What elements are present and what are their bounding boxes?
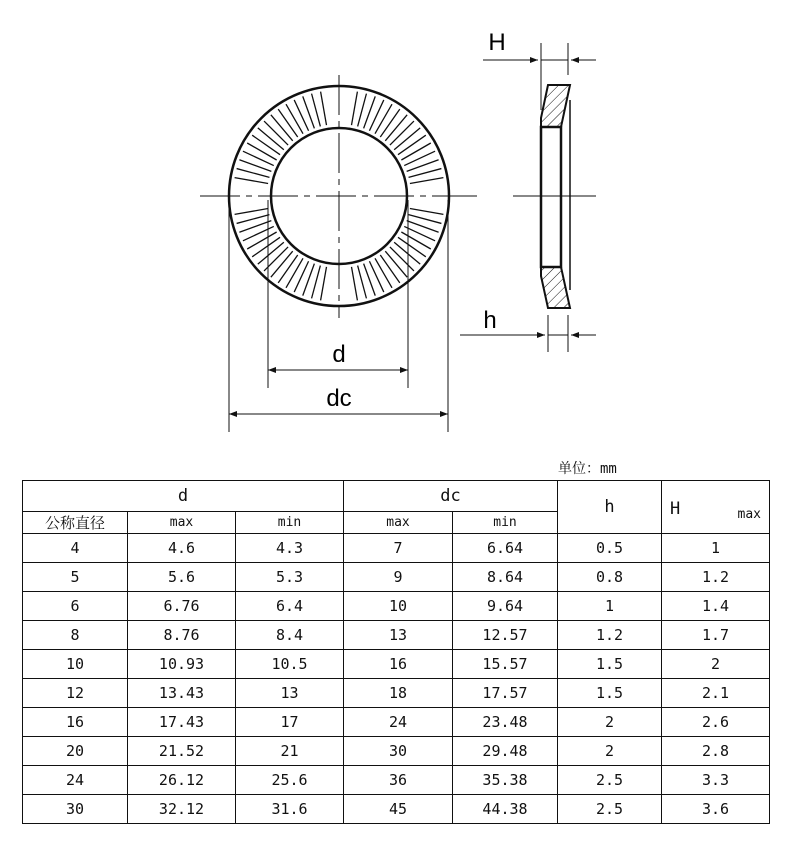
serration-line bbox=[380, 109, 400, 137]
serration-line bbox=[407, 221, 439, 233]
table-cell: 10 bbox=[344, 592, 453, 621]
table-row bbox=[23, 650, 770, 679]
table-cell: 2.5 bbox=[558, 795, 662, 824]
table-cell: 4 bbox=[23, 534, 128, 563]
table-cell: 25.6 bbox=[236, 766, 344, 795]
table-cell: 1.2 bbox=[558, 621, 662, 650]
serration-line bbox=[258, 242, 284, 264]
sub-header-nominal: 公称直径 bbox=[23, 512, 128, 534]
table-cell: 1 bbox=[662, 534, 770, 563]
serration-line bbox=[286, 258, 303, 287]
header-H: H bbox=[670, 499, 681, 519]
table-cell: 9.64 bbox=[453, 592, 558, 621]
table-cell: 4.3 bbox=[236, 534, 344, 563]
sub-header-d-max: max bbox=[128, 512, 236, 534]
table-cell: 1.5 bbox=[558, 679, 662, 708]
table-cell: 17.43 bbox=[128, 708, 236, 737]
serration-line bbox=[394, 128, 420, 150]
table-cell: 1.4 bbox=[662, 592, 770, 621]
serration-line bbox=[410, 209, 443, 215]
side-view bbox=[460, 43, 596, 352]
h-label: h bbox=[483, 307, 497, 334]
table-cell: 10 bbox=[23, 650, 128, 679]
header-dc: dc bbox=[344, 481, 558, 512]
serration-line bbox=[375, 104, 392, 133]
table-cell: 0.8 bbox=[558, 563, 662, 592]
dimension-table bbox=[22, 480, 770, 824]
serration-line bbox=[235, 209, 268, 215]
serration-line bbox=[278, 109, 298, 137]
table-cell: 1.2 bbox=[662, 563, 770, 592]
serration-line bbox=[375, 258, 392, 287]
hatched-section-top bbox=[541, 85, 570, 127]
table-cell: 12.57 bbox=[453, 621, 558, 650]
serration-line bbox=[407, 160, 439, 172]
table-cell: 6.64 bbox=[453, 534, 558, 563]
table-cell: 6.4 bbox=[236, 592, 344, 621]
table-cell: 7 bbox=[344, 534, 453, 563]
serration-line bbox=[239, 221, 271, 233]
table-cell: 2.1 bbox=[662, 679, 770, 708]
serration-line bbox=[303, 96, 315, 128]
table-cell: 10.5 bbox=[236, 650, 344, 679]
table-cell: 4.6 bbox=[128, 534, 236, 563]
table-cell: 18 bbox=[344, 679, 453, 708]
table-row bbox=[23, 708, 770, 737]
serration-line bbox=[247, 143, 276, 160]
table-cell: 5 bbox=[23, 563, 128, 592]
table-cell: 10.93 bbox=[128, 650, 236, 679]
d-label: d bbox=[332, 341, 346, 368]
table-group-header-row bbox=[23, 481, 770, 512]
table-cell: 13 bbox=[236, 679, 344, 708]
serration-line bbox=[243, 151, 274, 165]
header-H-sub: max bbox=[737, 507, 762, 522]
serration-line bbox=[237, 169, 270, 178]
table-cell: 30 bbox=[23, 795, 128, 824]
serration-line bbox=[271, 115, 293, 141]
table-row bbox=[23, 679, 770, 708]
serration-line bbox=[294, 100, 308, 131]
table-cell: 17 bbox=[236, 708, 344, 737]
table-cell: 30 bbox=[344, 737, 453, 766]
table-cell: 45 bbox=[344, 795, 453, 824]
serration-line bbox=[294, 261, 308, 292]
table-cell: 44.38 bbox=[453, 795, 558, 824]
table-cell: 8 bbox=[23, 621, 128, 650]
sub-header-dc-min: min bbox=[453, 512, 558, 534]
table-cell: 23.48 bbox=[453, 708, 558, 737]
serration-line bbox=[352, 92, 358, 125]
table-cell: 21.52 bbox=[128, 737, 236, 766]
serration-line bbox=[364, 96, 376, 128]
serration-line bbox=[385, 115, 407, 141]
table-cell: 20 bbox=[23, 737, 128, 766]
table-row bbox=[23, 737, 770, 766]
serration-line bbox=[258, 128, 284, 150]
serration-line bbox=[271, 251, 293, 277]
table-cell: 32.12 bbox=[128, 795, 236, 824]
table-cell: 31.6 bbox=[236, 795, 344, 824]
H-label: H bbox=[488, 29, 506, 56]
table-cell: 17.57 bbox=[453, 679, 558, 708]
serration-line bbox=[394, 242, 420, 264]
table-cell: 1.7 bbox=[662, 621, 770, 650]
serration-line bbox=[401, 232, 430, 249]
table-cell: 13 bbox=[344, 621, 453, 650]
table-cell: 5.6 bbox=[128, 563, 236, 592]
header-H-max bbox=[662, 481, 770, 534]
table-cell: 15.57 bbox=[453, 650, 558, 679]
front-view bbox=[200, 75, 478, 432]
serration-line bbox=[237, 215, 270, 224]
serration-line bbox=[410, 178, 443, 184]
serration-line bbox=[252, 237, 280, 257]
table-row bbox=[23, 766, 770, 795]
table-row bbox=[23, 563, 770, 592]
table-cell: 2 bbox=[662, 650, 770, 679]
table-row bbox=[23, 534, 770, 563]
serration-line bbox=[239, 160, 271, 172]
sub-header-d-min: min bbox=[236, 512, 344, 534]
serration-line bbox=[404, 226, 435, 240]
serration-line bbox=[235, 178, 268, 184]
table-cell: 35.38 bbox=[453, 766, 558, 795]
table-cell: 2.6 bbox=[662, 708, 770, 737]
serration-line bbox=[398, 237, 426, 257]
table-cell: 6.76 bbox=[128, 592, 236, 621]
table-cell: 12 bbox=[23, 679, 128, 708]
table-cell: 24 bbox=[23, 766, 128, 795]
table-cell: 36 bbox=[344, 766, 453, 795]
table-row bbox=[23, 592, 770, 621]
unit-label: 单位：mm bbox=[558, 461, 617, 477]
serration-line bbox=[312, 94, 321, 127]
serration-line bbox=[380, 255, 400, 283]
table-cell: 2.5 bbox=[558, 766, 662, 795]
header-d: d bbox=[23, 481, 344, 512]
serration-line bbox=[358, 94, 367, 127]
table-cell: 3.6 bbox=[662, 795, 770, 824]
serration-line bbox=[385, 251, 407, 277]
table-cell: 9 bbox=[344, 563, 453, 592]
serration-line bbox=[303, 264, 315, 296]
serration-line bbox=[390, 247, 414, 271]
serration-line bbox=[390, 121, 414, 145]
dc-label: dc bbox=[326, 385, 352, 412]
table-row bbox=[23, 621, 770, 650]
serration-line bbox=[247, 232, 276, 249]
serration-line bbox=[252, 135, 280, 155]
serration-line bbox=[358, 266, 367, 299]
table-cell: 13.43 bbox=[128, 679, 236, 708]
table-cell: 16 bbox=[344, 650, 453, 679]
table-cell: 16 bbox=[23, 708, 128, 737]
table-row bbox=[23, 795, 770, 824]
sub-header-dc-max: max bbox=[344, 512, 453, 534]
serration-line bbox=[398, 135, 426, 155]
serration-line bbox=[409, 215, 442, 224]
table-cell: 8.4 bbox=[236, 621, 344, 650]
table-cell: 1.5 bbox=[558, 650, 662, 679]
table-cell: 24 bbox=[344, 708, 453, 737]
serration-line bbox=[401, 143, 430, 160]
serration-line bbox=[364, 264, 376, 296]
serration-line bbox=[321, 267, 327, 300]
serration-line bbox=[404, 151, 435, 165]
table-cell: 1 bbox=[558, 592, 662, 621]
table-cell: 2.8 bbox=[662, 737, 770, 766]
table-cell: 29.48 bbox=[453, 737, 558, 766]
table-cell: 26.12 bbox=[128, 766, 236, 795]
hatched-section-bottom bbox=[541, 267, 570, 308]
table-cell: 6 bbox=[23, 592, 128, 621]
table-cell: 3.3 bbox=[662, 766, 770, 795]
serration-line bbox=[369, 100, 383, 131]
serration-line bbox=[409, 169, 442, 178]
serration-line bbox=[312, 266, 321, 299]
table-cell: 5.3 bbox=[236, 563, 344, 592]
header-h: h bbox=[558, 481, 662, 534]
table-cell: 8.76 bbox=[128, 621, 236, 650]
table-cell: 2 bbox=[558, 737, 662, 766]
serration-line bbox=[369, 261, 383, 292]
table-cell: 0.5 bbox=[558, 534, 662, 563]
serration-line bbox=[264, 121, 288, 145]
serration-line bbox=[286, 104, 303, 133]
serration-line bbox=[243, 226, 274, 240]
serration-line bbox=[278, 255, 298, 283]
table-body bbox=[23, 534, 770, 824]
table-cell: 8.64 bbox=[453, 563, 558, 592]
table-cell: 2 bbox=[558, 708, 662, 737]
serration-line bbox=[321, 92, 327, 125]
serration-line bbox=[352, 267, 358, 300]
table-cell: 21 bbox=[236, 737, 344, 766]
bore-section bbox=[541, 127, 561, 267]
